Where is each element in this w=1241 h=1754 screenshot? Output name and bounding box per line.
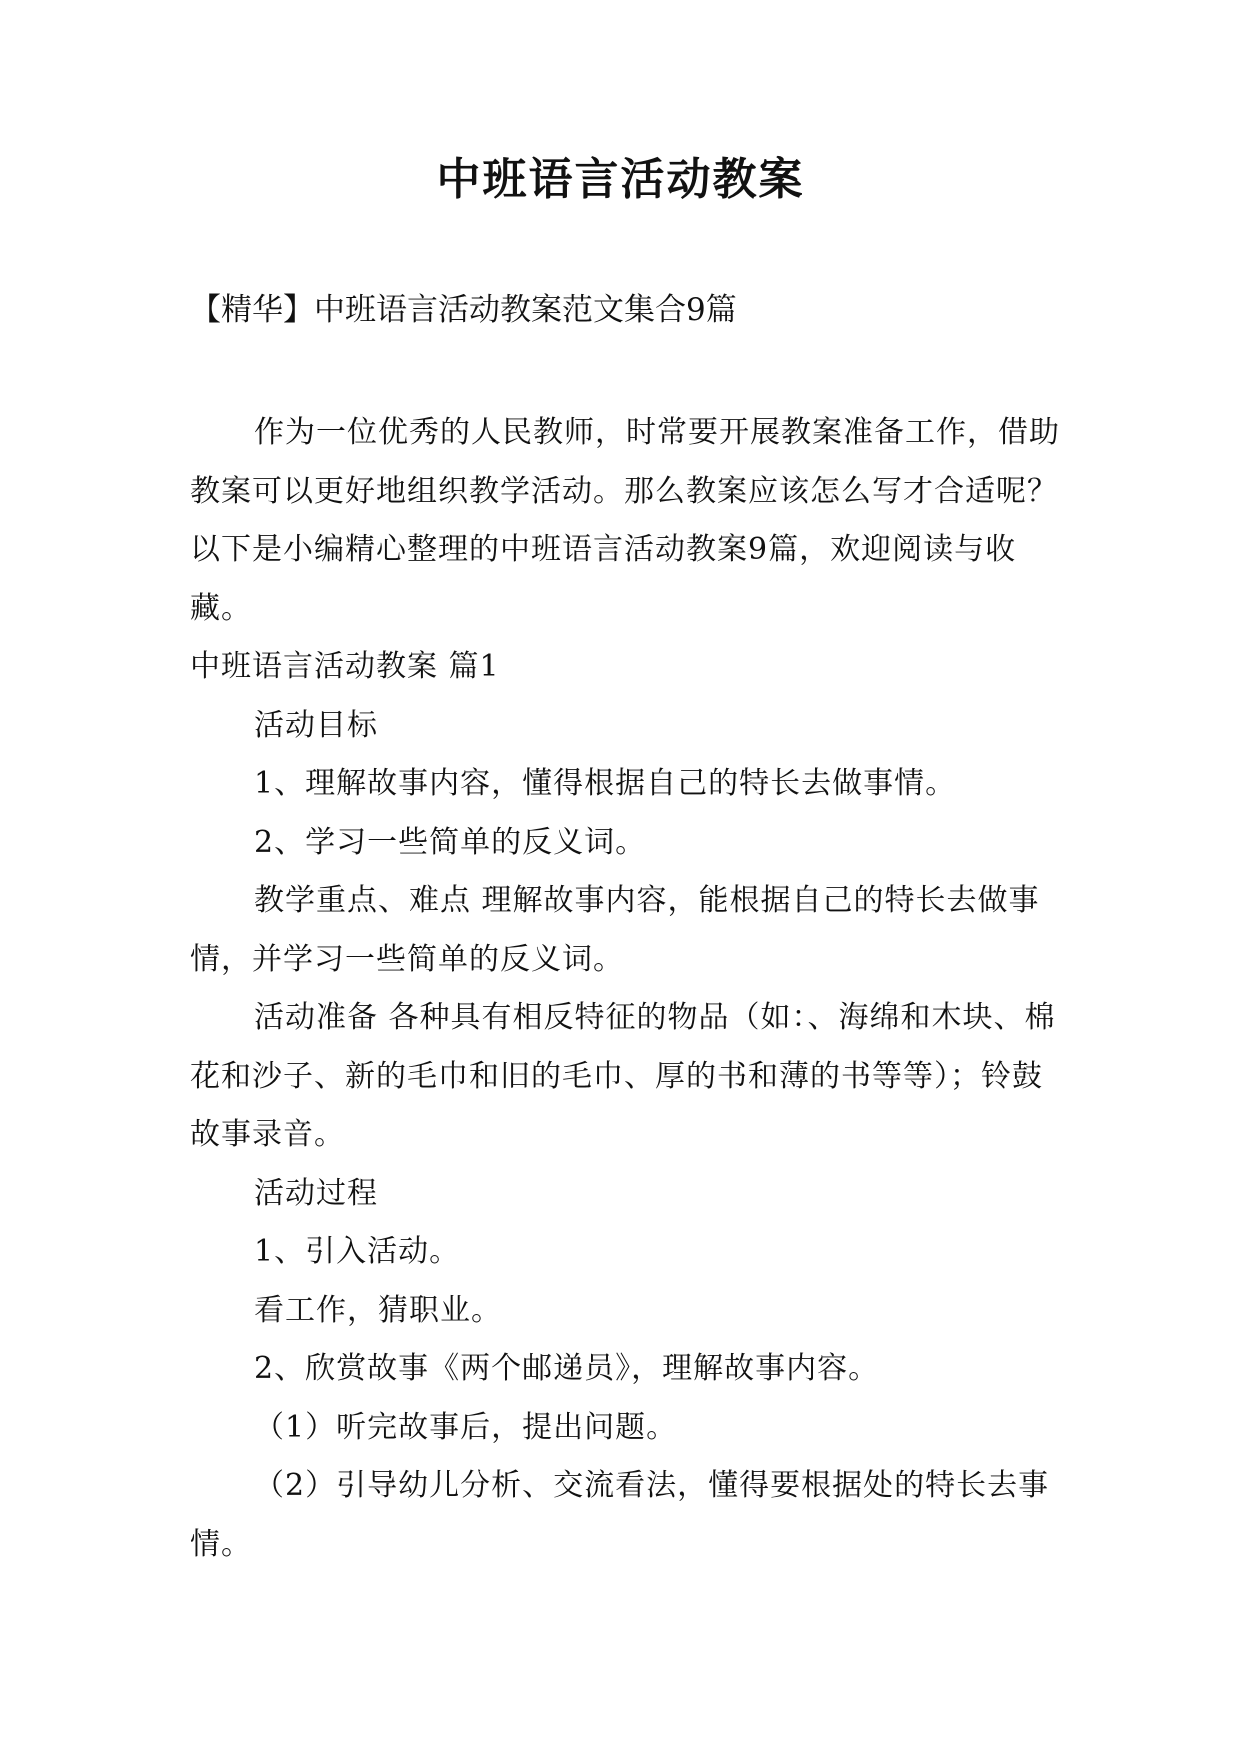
goal-item-2: 2、学习一些简单的反义词。 [254,824,647,860]
document-title: 中班语言活动教案 [436,154,805,205]
process-step-1-detail: 看工作，猜职业。 [254,1292,502,1328]
activity-goal-heading: 活动目标 [254,707,378,743]
goal-item-1: 1、理解故事内容，懂得根据自己的特长去做事情。 [254,766,957,801]
process-step-2-sub-1: （1）听完故事后，提出问题。 [254,1409,678,1445]
teaching-focus-paragraph: 教学重点、难点 理解故事内容，能根据自己的特长去做事情，并学习一些简单的反义词。 [190,883,1040,977]
activity-process-heading: 活动过程 [254,1175,378,1211]
intro-paragraph: 作为一位优秀的人民教师，时常要开展教案准备工作，借助教案可以更好地组织教学活动。那么教案应该怎么写才合适呢？以下是小编精心整理的中班语言活动教案9篇，欢迎阅读与收藏。 [190,415,1060,626]
process-step-2-sub-2: （2）引导幼儿分析、交流看法，懂得要根据处的特长去事情。 [190,1468,1050,1562]
document-body [190,404,1070,1574]
process-step-1: 1、引入活动。 [254,1234,461,1269]
activity-prep-paragraph: 活动准备 各种具有相反特征的物品（如：、海绵和木块、棉花和沙子、新的毛巾和旧的毛巾、厚的书和薄的书等等）；铃鼓故事录音。 [190,1000,1056,1152]
document-subtitle: 【精华】中班语言活动教案范文集合9篇 [190,292,737,328]
process-step-2: 2、欣赏故事《两个邮递员》，理解故事内容。 [254,1351,880,1386]
section-heading: 中班语言活动教案 篇1 [190,649,500,684]
